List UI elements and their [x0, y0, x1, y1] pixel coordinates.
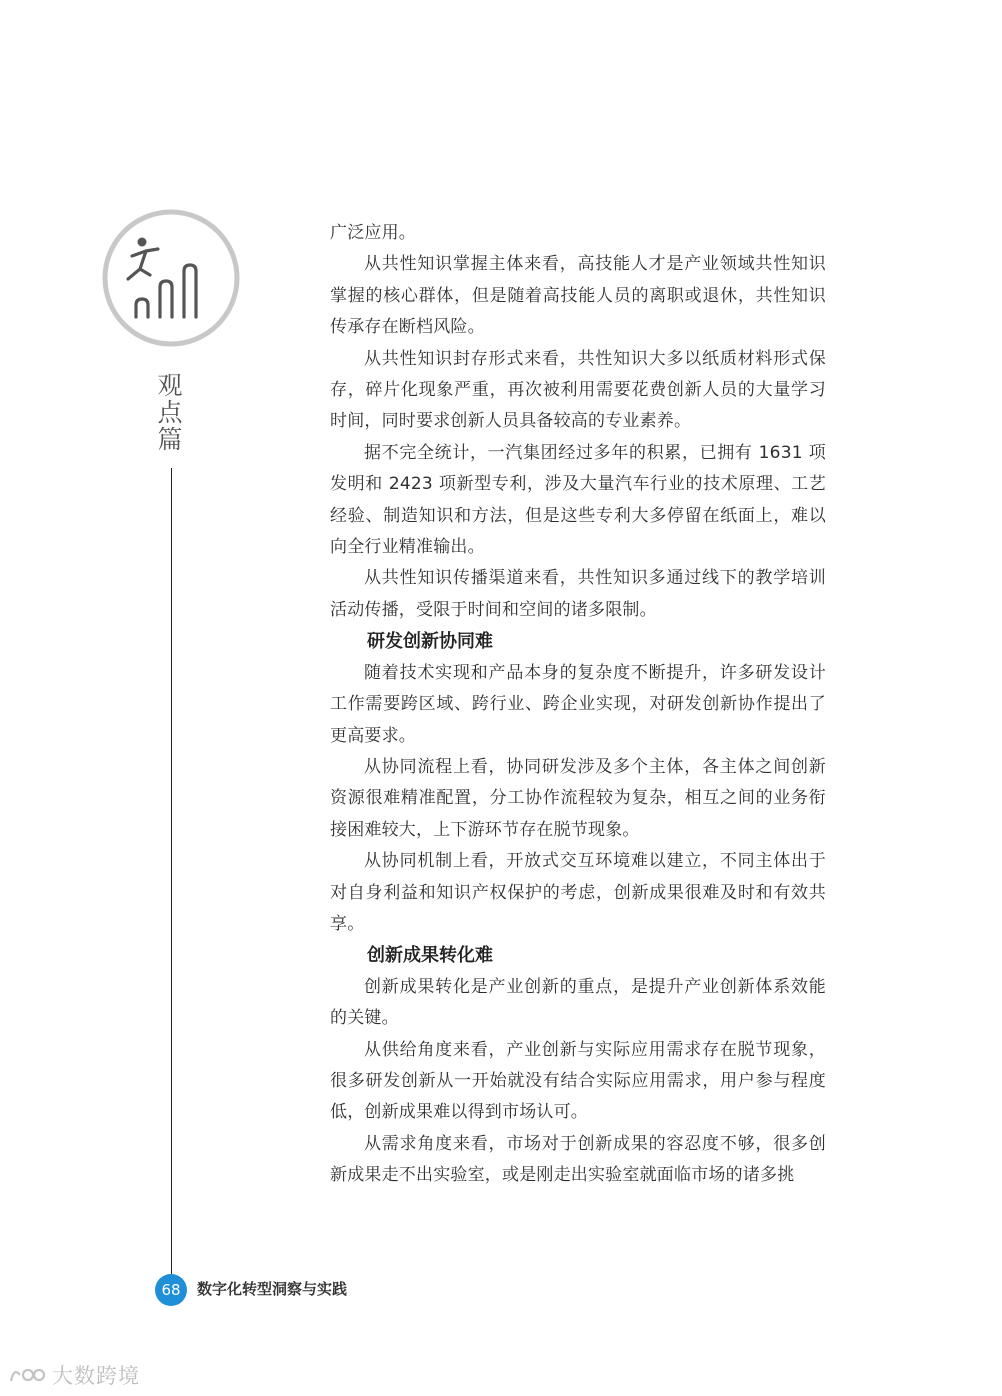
- section-heading: 创新成果转化难: [367, 945, 493, 967]
- sidebar-rule: [171, 468, 172, 1274]
- section-emblem: [102, 209, 240, 347]
- section-label-char: 观: [157, 371, 183, 400]
- paragraph: 从共性知识封存形式来看，共性知识大多以纸质材料形式保存，碎片化现象严重，再次被利用需要花费创新人员的大量学习时间，同时要求创新人员具备较高的专业素养。: [330, 348, 826, 432]
- climbing-figure-bars-icon: [102, 209, 240, 347]
- watermark: [8, 1360, 140, 1390]
- paragraph: 从协同机制上看，开放式交互环境难以建立，不同主体出于对自身利益和知识产权保护的考虑，创新成果很难及时和有效共享。: [330, 851, 826, 934]
- section-label-char: 点: [157, 398, 183, 427]
- watermark-logo-icon: [8, 1361, 48, 1389]
- watermark-text: 大数跨境: [52, 1364, 140, 1388]
- paragraph: 从共性知识传播渠道来看，共性知识多通过线下的教学培训活动传播，受限于时间和空间的诸多限制。: [330, 568, 826, 620]
- paragraph: 从协同流程上看，协同研发涉及多个主体，各主体之间创新资源很难精准配置，分工协作流程较为复杂，相互之间的业务衔接困难较大，上下游环节存在脱节现象。: [330, 756, 826, 840]
- page-number: 68: [155, 1274, 187, 1306]
- paragraph: 从供给角度来看，产业创新与实际应用需求存在脱节现象，很多研发创新从一开始就没有结合实际应用需求，用户参与程度低，创新成果难以得到市场认可。: [330, 1039, 826, 1123]
- section-label-char: 篇: [157, 425, 183, 454]
- paragraph: 从共性知识掌握主体来看，高技能人才是产业领域共性知识掌握的核心群体，但是随着高技能人员的离职或退休，共性知识传承存在断档风险。: [330, 254, 826, 338]
- paragraph: 随着技术实现和产品本身的复杂度不断提升，许多研发设计工作需要跨区域、跨行业、跨企业实现，对研发创新协作提出了更高要求。: [330, 662, 826, 746]
- paragraph: 广泛应用。: [330, 223, 416, 243]
- paragraph: 从需求角度来看，市场对于创新成果的容忍度不够，很多创新成果走不出实验室，或是刚走出实验室就面临市场的诸多挑: [330, 1133, 826, 1186]
- running-footer-title: 数字化转型洞察与实践: [197, 1280, 348, 1298]
- paragraph: 创新成果转化是产业创新的重点，是提升产业创新体系效能的关键。: [330, 976, 826, 1029]
- paragraph: 据不完全统计，一汽集团经过多年的积累，已拥有 1631 项发明和 2423 项新型专利，涉及大量汽车行业的技术原理、工艺经验、制造知识和方法，但是这些专利大多停留在纸面上，难以向全行业精准输出。: [330, 442, 826, 558]
- body-text: [330, 218, 826, 1192]
- section-heading: 研发创新协同难: [367, 631, 493, 653]
- section-label: [152, 372, 188, 453]
